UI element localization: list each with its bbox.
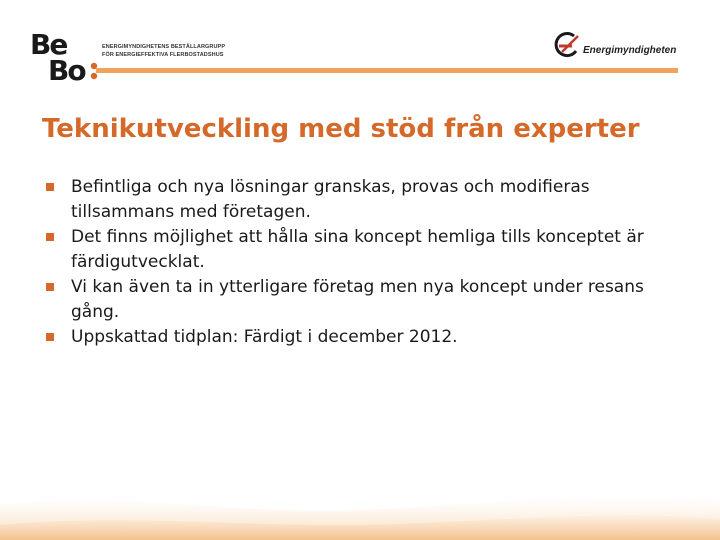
page-title: Teknikutveckling med stöd från experter <box>42 114 640 144</box>
agency-name: Energimyndigheten <box>583 45 677 56</box>
bullet-list <box>44 175 684 350</box>
energimyndigheten-logo-icon <box>552 30 582 60</box>
bullet-square-icon <box>46 233 54 241</box>
bullet-text: Uppskattad tidplan: Färdigt i december 2012. <box>71 327 458 347</box>
footer-decoration <box>0 470 720 540</box>
svg-text:Bo: Bo <box>48 54 85 84</box>
header-rule <box>96 68 678 73</box>
bullet-square-icon <box>46 183 54 191</box>
list-item <box>44 175 684 225</box>
bebo-tagline-line1: ENERGIMYNDIGHETENS BESTÄLLARGRUPP <box>102 44 226 50</box>
list-item <box>44 325 684 350</box>
bebo-logo <box>30 28 102 84</box>
list-item <box>44 225 684 275</box>
bullet-square-icon <box>46 283 54 291</box>
bebo-tagline-line2: FÖR ENERGIEFFEKTIVA FLERBOSTADSHUS <box>102 51 224 58</box>
svg-text:Be: Be <box>30 28 67 61</box>
bullet-text: Vi kan även ta in ytterligare företag men nya koncept under resans gång. <box>71 277 644 322</box>
bullet-text: Befintliga och nya lösningar granskas, provas och modifieras tillsammans med företagen. <box>71 177 590 222</box>
bullet-square-icon <box>46 333 54 341</box>
bullet-text: Det finns möjlighet att hålla sina koncept hemliga tills konceptet är färdigutvecklat. <box>71 227 644 272</box>
bebo-tagline <box>102 44 252 59</box>
list-item <box>44 275 684 325</box>
